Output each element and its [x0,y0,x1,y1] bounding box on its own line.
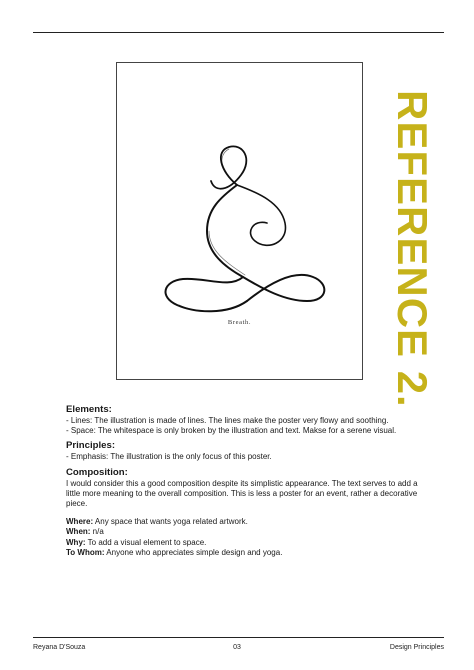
where-value: Any space that wants yoga related artwork. [93,517,248,527]
footer-course: Design Principles [389,644,444,651]
principles-line-emphasis: - Emphasis: The illustration is the only focus of this poster. [66,452,272,462]
to-whom-row [66,548,422,558]
poster-frame [116,62,363,380]
why-row [66,538,422,548]
when-row [66,527,422,537]
why-label: Why: [66,537,86,547]
elements-line-lines: - Lines: The illustration is made of lines. The lines make the poster very flowy and soothing. [66,416,389,425]
why-value: To add a visual element to space. [85,537,207,547]
to-whom-value: Anyone who appreciates simple design and yoga. [104,547,283,557]
to-whom-label: To Whom: [66,547,105,557]
elements-heading: Elements: [66,404,112,415]
top-rule [33,32,444,33]
when-label: When: [66,527,91,537]
meditation-line-illustration [117,63,364,381]
where-label: Where: [66,517,94,527]
footer-author: Reyana D'Souza [33,644,86,651]
analysis-content [66,404,422,558]
poster-caption: Breath. [227,319,252,326]
bottom-rule [33,637,444,638]
where-row [66,517,422,527]
principles-heading: Principles: [66,440,116,452]
footer-page-number: 03 [233,644,241,651]
reference-title: REFERENCE 2. [389,90,436,408]
when-value: n/a [90,527,104,537]
composition-text: I would consider this a good composition despite its simplistic appearance. The text serves to add a little more meaning to the overall composition. This is less a poster for an event, rather a decorative piece. [66,478,418,509]
elements-line-space: - Space: The whitespace is only broken by the illustration and text. Makse for a serene visual. [66,426,397,436]
composition-heading: Composition: [66,466,128,478]
